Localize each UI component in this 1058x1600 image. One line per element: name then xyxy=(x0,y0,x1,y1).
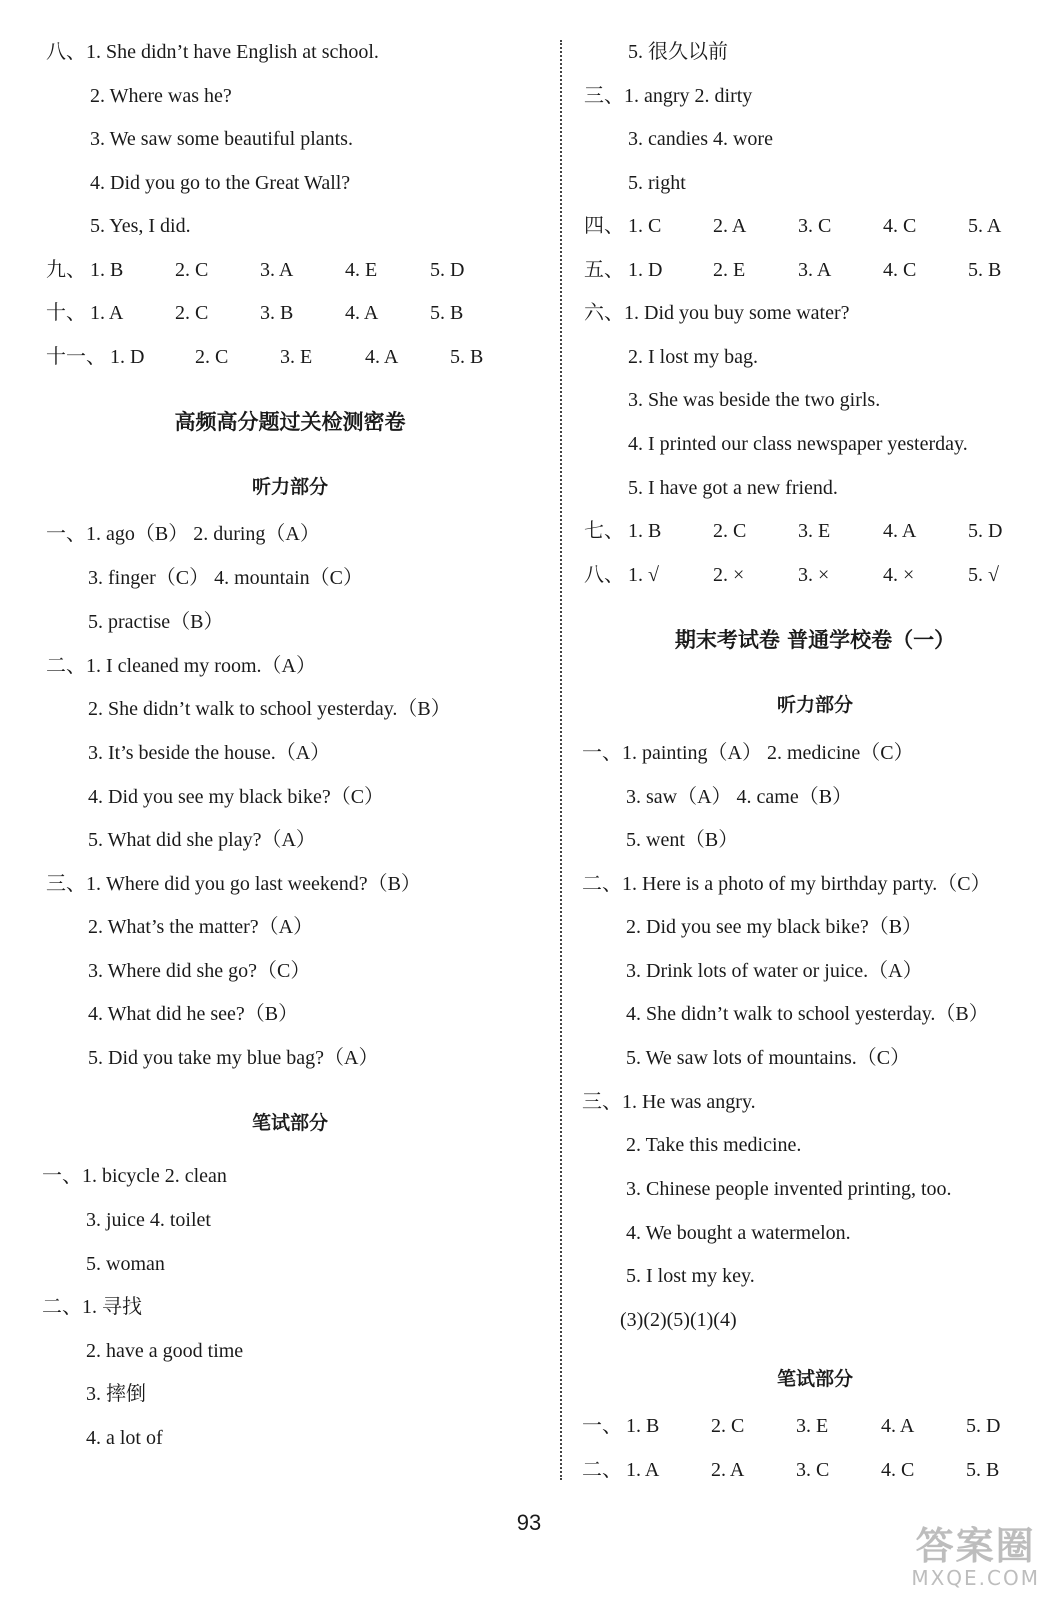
choice-answer: 1. D xyxy=(110,346,145,368)
choice-answer: 4. A xyxy=(881,1415,915,1437)
section-heading-high-frequency: 高频高分题过关检测密卷 xyxy=(174,410,406,434)
choice-answer: 4. × xyxy=(883,564,915,586)
choice-answer: 5. B xyxy=(450,346,484,368)
column-divider xyxy=(560,40,562,1480)
section-heading-final-exam: 期末考试卷 普通学校卷（一） xyxy=(674,628,956,652)
question-number: 五、 xyxy=(584,259,624,281)
choice-answer: 1. A xyxy=(90,302,124,324)
choice-answer: 3. C xyxy=(798,215,832,237)
choice-answer: 4. A xyxy=(365,346,399,368)
answer-line: 2. What’s the matter?（A） xyxy=(88,916,314,938)
answer-line: 2. have a good time xyxy=(86,1340,244,1362)
answer-line: 5. practise（B） xyxy=(88,611,224,633)
answer-line: 5. Yes, I did. xyxy=(90,215,191,237)
choice-answer: 2. × xyxy=(713,564,745,586)
answer-line: 4. a lot of xyxy=(86,1427,163,1449)
choice-answer: 5. B xyxy=(430,302,464,324)
answer-line: 一、1. bicycle 2. clean xyxy=(42,1165,227,1187)
choice-answer: 1. √ xyxy=(628,564,659,586)
choice-answer: 5. B xyxy=(968,259,1002,281)
answer-line: 2. Where was he? xyxy=(90,85,232,107)
choice-answer: 2. C xyxy=(711,1415,745,1437)
answer-line: 2. I lost my bag. xyxy=(628,346,758,368)
answer-line: 5. I lost my key. xyxy=(626,1265,755,1287)
choice-answer: 2. C xyxy=(195,346,229,368)
answer-line: 5. 很久以前 xyxy=(628,41,728,63)
left-written-heading: 笔试部分 xyxy=(251,1112,328,1134)
answer-line: 3. 摔倒 xyxy=(86,1383,146,1405)
answer-line: 2. Take this medicine. xyxy=(626,1134,802,1156)
answer-line: 3. She was beside the two girls. xyxy=(628,389,881,411)
choice-answer: 1. C xyxy=(628,215,662,237)
right-listening-heading: 听力部分 xyxy=(776,694,853,716)
question-number: 二、 xyxy=(582,1459,622,1481)
choice-answer: 4. C xyxy=(881,1459,915,1481)
answer-line: 六、1. Did you buy some water? xyxy=(584,302,850,324)
choice-answer: 4. A xyxy=(883,520,917,542)
choice-answer: 4. C xyxy=(883,259,917,281)
choice-answer: 5. √ xyxy=(968,564,999,586)
choice-answer: 2. A xyxy=(713,215,747,237)
choice-answer: 1. B xyxy=(90,259,124,281)
left-listening-heading: 听力部分 xyxy=(251,476,328,498)
answer-line: 4. We bought a watermelon. xyxy=(626,1222,851,1244)
choice-answer: 1. B xyxy=(628,520,662,542)
choice-answer: 2. C xyxy=(175,259,209,281)
choice-answer: 2. E xyxy=(713,259,746,281)
answer-line: 5. went（B） xyxy=(626,829,739,851)
choice-answer: 5. D xyxy=(968,520,1003,542)
answer-line: 二、1. 寻找 xyxy=(42,1296,142,1318)
page-number: 93 xyxy=(516,1510,542,1535)
answer-line: 5. right xyxy=(628,172,686,194)
answer-line: 3. It’s beside the house.（A） xyxy=(88,742,331,764)
answer-line: 一、1. painting（A） 2. medicine（C） xyxy=(582,742,914,764)
choice-answer: 4. A xyxy=(345,302,379,324)
choice-answer: 5. B xyxy=(966,1459,1000,1481)
choice-answer: 1. B xyxy=(626,1415,660,1437)
answer-line: 一、1. ago（B） 2. during（A） xyxy=(46,523,320,545)
answer-line: 2. She didn’t walk to school yesterday.（B） xyxy=(88,698,451,720)
answer-line: 4. Did you see my black bike?（C） xyxy=(88,786,385,808)
answer-line: 5. woman xyxy=(86,1253,165,1275)
answer-line: 3. saw（A） 4. came（B） xyxy=(626,786,853,808)
answer-line: 5. I have got a new friend. xyxy=(628,477,838,499)
question-number: 一、 xyxy=(582,1415,622,1437)
answer-line: 3. Where did she go?（C） xyxy=(88,960,311,982)
choice-answer: 3. E xyxy=(796,1415,829,1437)
choice-answer: 3. A xyxy=(260,259,294,281)
choice-answer: 5. A xyxy=(968,215,1002,237)
choice-answer: 4. E xyxy=(345,259,378,281)
question-number: 四、 xyxy=(584,215,624,237)
answer-line: 4. I printed our class newspaper yesterday. xyxy=(628,433,968,455)
answer-line: 5. We saw lots of mountains.（C） xyxy=(626,1047,911,1069)
answer-line: 八、1. She didn’t have English at school. xyxy=(46,41,379,63)
watermark-bottom-text: MXQE.COM xyxy=(911,1566,1040,1590)
question-number: 七、 xyxy=(584,520,624,542)
answer-line: 三、1. Where did you go last weekend?（B） xyxy=(46,873,421,895)
watermark-top-text: 答案圈 xyxy=(915,1524,1036,1568)
answer-line: 3. Drink lots of water or juice.（A） xyxy=(626,960,923,982)
answer-line: 4. Did you go to the Great Wall? xyxy=(90,172,351,194)
question-number: 十一、 xyxy=(46,346,106,368)
watermark-logo xyxy=(911,1515,1040,1590)
answer-line: 2. Did you see my black bike?（B） xyxy=(626,916,923,938)
answer-line: (3)(2)(5)(1)(4) xyxy=(620,1309,737,1331)
choice-answer: 4. C xyxy=(883,215,917,237)
choice-answer: 5. D xyxy=(966,1415,1001,1437)
right-written-heading: 笔试部分 xyxy=(776,1368,853,1390)
choice-answer: 1. A xyxy=(626,1459,660,1481)
answer-line: 二、1. I cleaned my room.（A） xyxy=(46,655,316,677)
answer-line: 3. We saw some beautiful plants. xyxy=(90,128,353,150)
choice-answer: 2. C xyxy=(713,520,747,542)
answer-line: 4. What did he see?（B） xyxy=(88,1003,299,1025)
choice-answer: 3. B xyxy=(260,302,294,324)
choice-answer: 3. C xyxy=(796,1459,830,1481)
answer-line: 3. juice 4. toilet xyxy=(86,1209,211,1231)
answer-line: 三、1. angry 2. dirty xyxy=(584,85,753,107)
answer-line: 3. finger（C） 4. mountain（C） xyxy=(88,567,363,589)
choice-answer: 2. C xyxy=(175,302,209,324)
answer-line: 5. Did you take my blue bag?（A） xyxy=(88,1047,379,1069)
answer-line: 二、1. Here is a photo of my birthday party.（C） xyxy=(582,873,991,895)
choice-answer: 1. D xyxy=(628,259,663,281)
answer-line: 5. What did she play?（A） xyxy=(88,829,316,851)
choice-answer: 5. D xyxy=(430,259,465,281)
answer-line: 3. Chinese people invented printing, too. xyxy=(626,1178,952,1200)
choice-answer: 3. E xyxy=(798,520,831,542)
answer-line: 3. candies 4. wore xyxy=(628,128,773,150)
question-number: 十、 xyxy=(46,302,86,324)
question-number: 九、 xyxy=(46,259,86,281)
choice-answer: 3. E xyxy=(280,346,313,368)
answer-line: 4. She didn’t walk to school yesterday.（B） xyxy=(626,1003,989,1025)
question-number: 八、 xyxy=(584,564,624,586)
choice-answer: 3. A xyxy=(798,259,832,281)
choice-answer: 3. × xyxy=(798,564,830,586)
answer-line: 三、1. He was angry. xyxy=(582,1091,756,1113)
choice-answer: 2. A xyxy=(711,1459,745,1481)
